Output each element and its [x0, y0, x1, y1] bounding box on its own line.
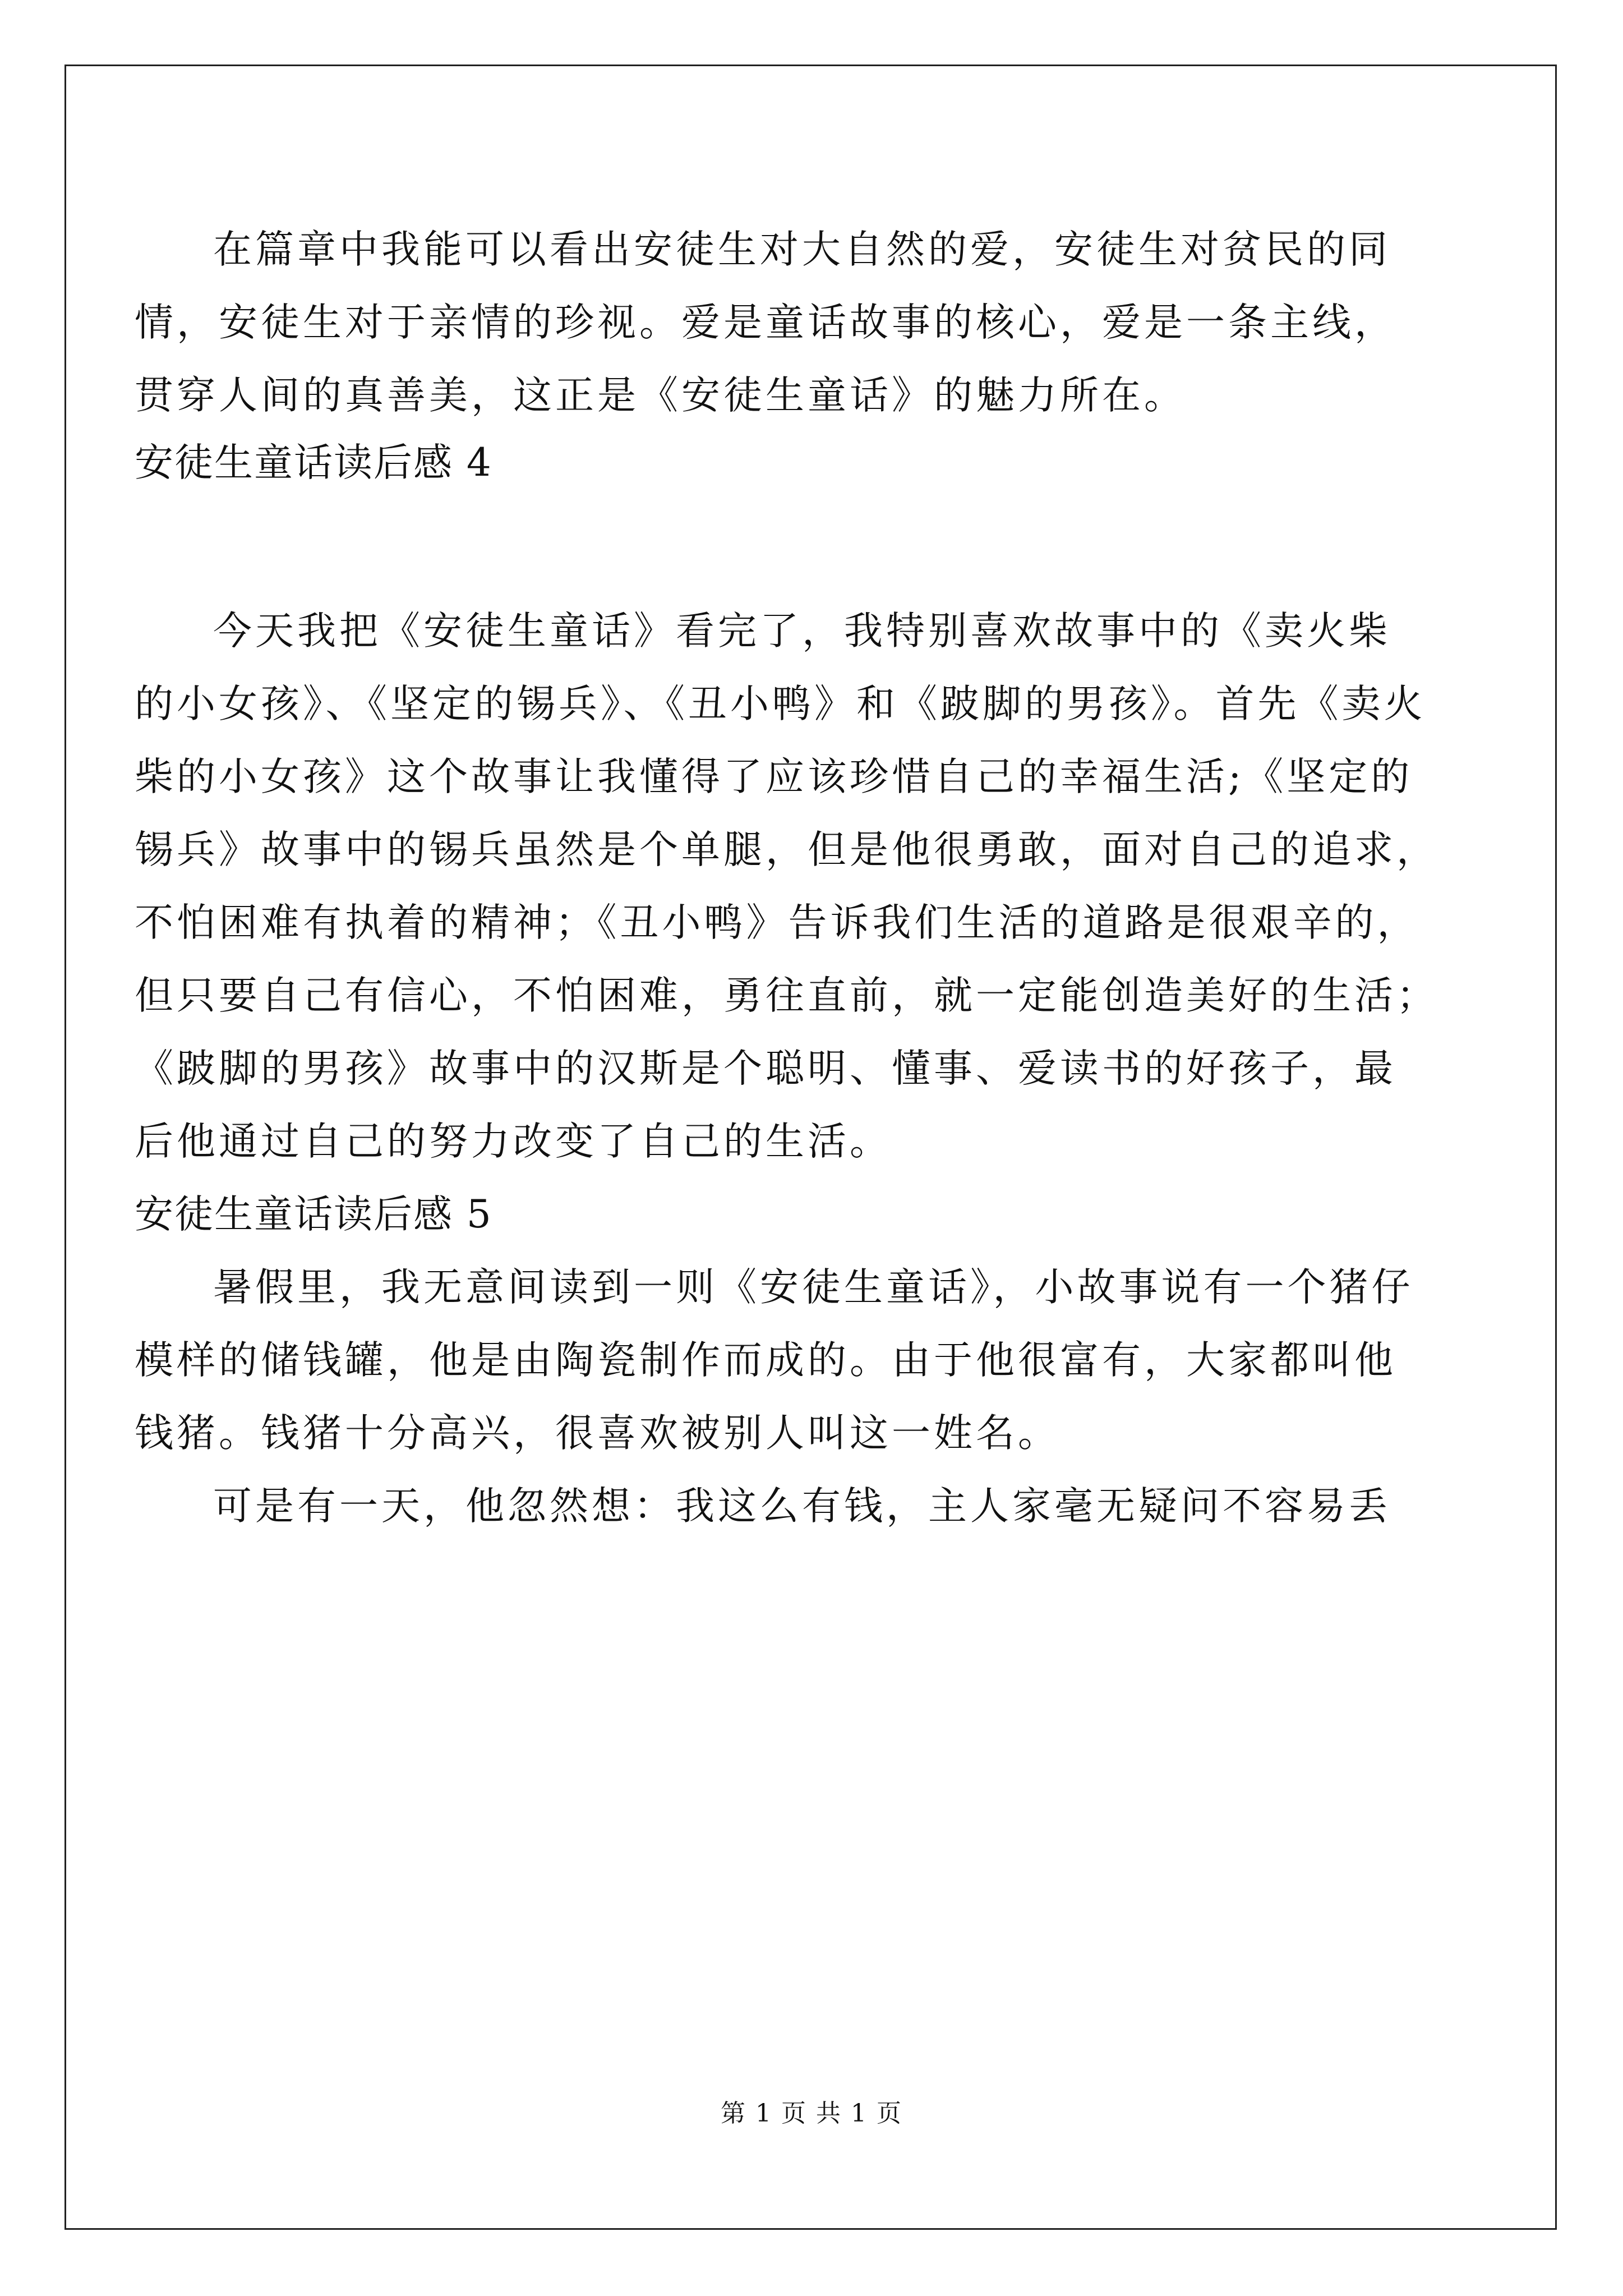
paragraph-3-line-2: 模样的储钱罐，他是由陶瓷制作而成的。由于他很富有，大家都叫他: [135, 1338, 1396, 1383]
paragraph-1-line-1: 在篇章中我能可以看出安徒生对大自然的爱，安徒生对贫民的同: [213, 227, 1391, 272]
section-heading-4: 安徒生童话读后感 4: [135, 440, 492, 485]
paragraph-2-line-7: 《跛脚的男孩》故事中的汉斯是个聪明、懂事、爱读书的好孩子，最: [135, 1046, 1396, 1091]
paragraph-2-line-1: 今天我把《安徒生童话》看完了，我特别喜欢故事中的《卖火柴: [213, 609, 1391, 654]
paragraph-4-line-1: 可是有一天，他忽然想：我这么有钱，主人家毫无疑问不容易丢: [213, 1484, 1391, 1529]
paragraph-2-line-8: 后他通过自己的努力改变了自己的生活。: [135, 1119, 892, 1164]
paragraph-3-line-3: 钱猪。钱猪十分高兴，很喜欢被别人叫这一姓名。: [135, 1411, 1060, 1456]
paragraph-1-line-3: 贯穿人间的真善美，这正是《安徒生童话》的魅力所在。: [135, 373, 1186, 418]
paragraph-2-line-6: 但只要自己有信心，不怕困难，勇往直前，就一定能创造美好的生活；: [135, 973, 1438, 1018]
paragraph-1-line-2: 情，安徒生对于亲情的珍视。爱是童话故事的核心，爱是一条主线，: [135, 300, 1396, 345]
page-footer: 第 1 页 共 1 页: [721, 2099, 902, 2128]
paragraph-2-line-4: 锡兵》故事中的锡兵虽然是个单腿，但是他很勇敢，面对自己的追求，: [135, 827, 1438, 872]
paragraph-3-line-1: 暑假里，我无意间读到一则《安徒生童话》，小故事说有一个猪仔: [213, 1265, 1414, 1310]
section-heading-5: 安徒生童话读后感 5: [135, 1192, 492, 1237]
paragraph-2-line-2: 的小女孩》、《坚定的锡兵》、《丑小鸭》和《跛脚的男孩》。首先《卖火: [135, 682, 1426, 726]
paragraph-2-line-3: 柴的小女孩》这个故事让我懂得了应该珍惜自己的幸福生活;《坚定的: [135, 754, 1413, 799]
paragraph-2-line-5: 不怕困难有执着的精神；《丑小鸭》告诉我们生活的道路是很艰辛的，: [135, 900, 1419, 945]
